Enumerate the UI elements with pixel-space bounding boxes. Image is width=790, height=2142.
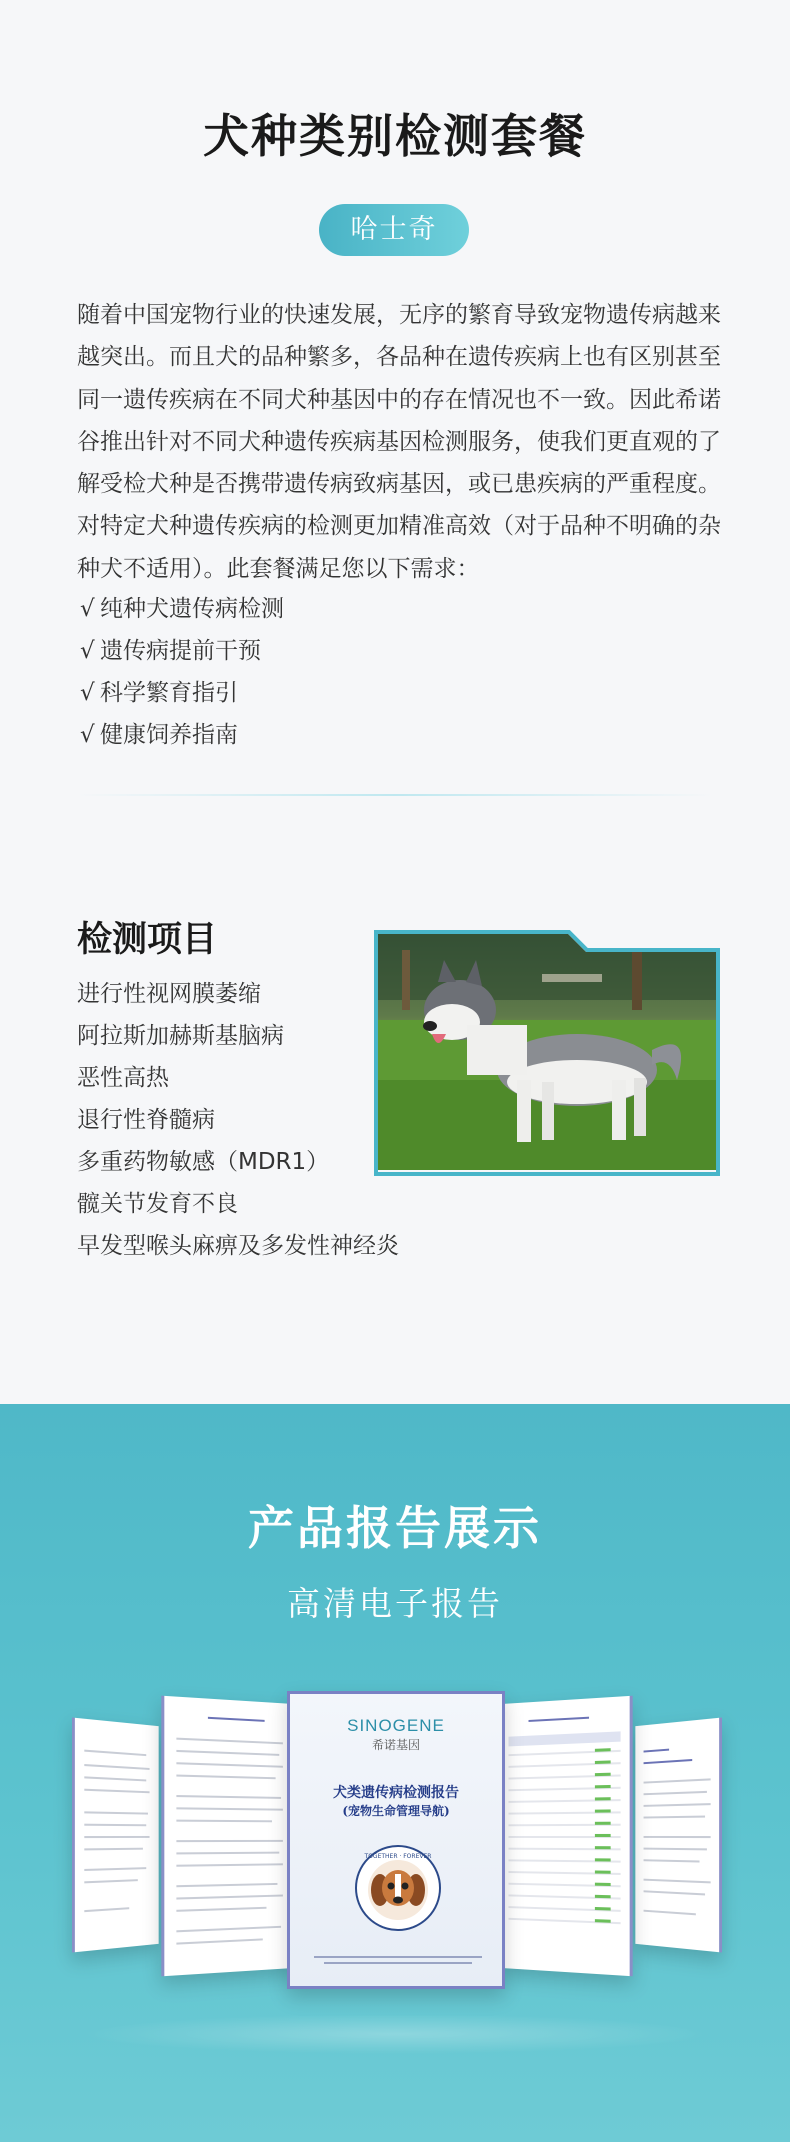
detection-item: 阿拉斯加赫斯基脑病 xyxy=(77,1023,284,1049)
brand-logo: SINOGENE xyxy=(347,1716,445,1735)
need-item: √ 健康饲养指南 xyxy=(80,714,680,756)
need-item: √ 纯种犬遗传病检测 xyxy=(80,588,680,630)
need-item: √ 科学繁育指引 xyxy=(80,672,680,714)
detection-item: 早发型喉头麻痹及多发性神经炎 xyxy=(77,1233,399,1259)
detection-item: 多重药物敏感（MDR1） xyxy=(77,1149,330,1175)
detection-item: 恶性高热 xyxy=(77,1065,169,1091)
detection-item: 退行性脊髓病 xyxy=(77,1107,215,1133)
report-page-results-table xyxy=(501,1696,632,1977)
report-page-intro xyxy=(161,1696,294,1977)
puppy-seal-icon xyxy=(354,1844,442,1932)
report-showcase-section xyxy=(0,1404,790,2142)
check-icon: √ xyxy=(80,596,95,622)
report-cover-subtitle: (宠物生命管理导航) xyxy=(342,1804,450,1818)
report-shadow xyxy=(80,2014,710,2054)
husky-photo xyxy=(372,930,722,1176)
breed-badge: 哈士奇 xyxy=(319,204,469,256)
section-divider xyxy=(77,794,713,796)
page-title: 犬种类别检测套餐 xyxy=(203,109,587,163)
needs-list xyxy=(80,588,680,756)
intro-paragraph: 随着中国宠物行业的快速发展，无序的繁育导致宠物遗传病越来越突出。而且犬的品种繁多，各品种在遗传疾病上也有区别甚至同一遗传疾病在不同犬种基因中的存在情况也不一致。因此希诺谷推出针对不同犬种遗传疾病基因检测服务，使我们更直观的了解受检犬种是否携带遗传病致病基因，或已患疾病的严重程度。对特定犬种遗传疾病的检测更加精准高效（对于品种不明确的杂种犬不适用）。此套餐满足您以下需求： xyxy=(77,302,721,582)
check-icon: √ xyxy=(80,722,95,748)
report-page-overview xyxy=(635,1717,722,1952)
detection-title: 检测项目 xyxy=(77,920,218,960)
svg-text:TOGETHER · FOREVER: TOGETHER · FOREVER xyxy=(364,1853,432,1860)
detection-item: 进行性视网膜萎缩 xyxy=(77,981,261,1007)
report-section-title: 产品报告展示 xyxy=(248,1501,542,1555)
report-cover xyxy=(287,1691,505,1989)
brand-name-cn: 希诺基因 xyxy=(371,1738,420,1752)
report-cover-title: 犬类遗传病检测报告 xyxy=(333,1785,459,1801)
report-page-statement xyxy=(72,1717,159,1952)
check-icon: √ xyxy=(80,680,95,706)
need-item: √ 遗传病提前干预 xyxy=(80,630,680,672)
report-cover-footer xyxy=(304,1956,492,1964)
report-section-subtitle: 高清电子报告 xyxy=(287,1584,503,1623)
check-icon: √ xyxy=(80,638,95,664)
detection-item: 髋关节发育不良 xyxy=(77,1191,238,1217)
